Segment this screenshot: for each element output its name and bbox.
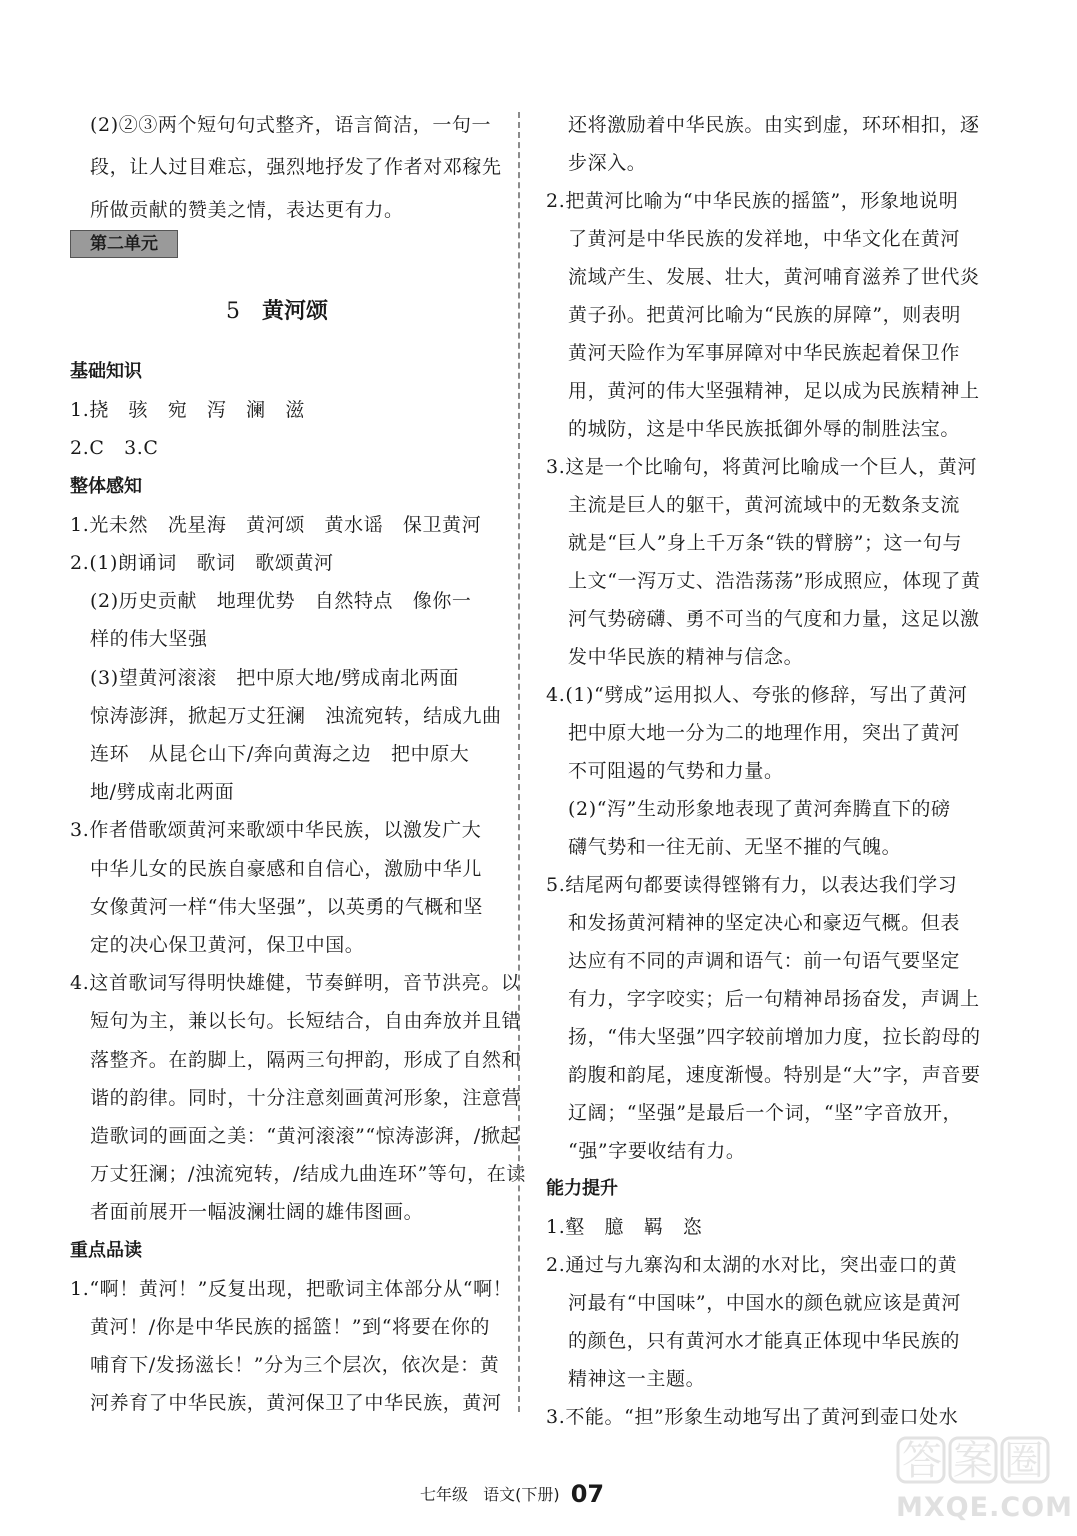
watermark-logo xyxy=(892,1432,1073,1524)
text-line: 3.不能。“担”形象生动地写出了黄河到壶口处水 xyxy=(546,1406,959,1428)
text-line: 2.把黄河比喻为“中华民族的摇篮”，形象地说明 xyxy=(546,190,959,212)
text-line: 还将激励着中华民族。由实到虚，环环相扣，逐 xyxy=(568,114,980,136)
footer-grade: 七年级 xyxy=(420,1485,469,1504)
page-number: 07 xyxy=(570,1480,605,1508)
text-line: 中华儿女的民族自豪感和自信心，激励中华儿 xyxy=(90,857,483,880)
text-line: 谐的韵律。同时，十分注意刻画黄河形象，注意营 xyxy=(90,1086,522,1109)
footer-subject: 语文(下册) xyxy=(483,1485,560,1504)
text-line: 女像黄河一样“伟大坚强”，以英勇的气概和坚 xyxy=(90,895,484,918)
text-line: 达应有不同的声调和语气：前一句语气要坚定 xyxy=(568,950,961,972)
text-line: 2.C 3.C xyxy=(70,437,159,460)
text-line: 流域产生、发展、壮大，黄河哺育滋养了世代炎 xyxy=(568,266,980,288)
text-line: 连环 从昆仑山下/奔向黄海之边 把中原大 xyxy=(90,743,470,765)
text-line: 4.(1)“劈成”运用拟人、夸张的修辞，写出了黄河 xyxy=(546,684,968,706)
text-line: 河养育了中华民族，黄河保卫了中华民族，黄河 xyxy=(90,1392,502,1415)
text-line: 扬，“伟大坚强”四字较前增加力度，拉长韵母的 xyxy=(568,1026,981,1048)
text-line: 主流是巨人的躯干，黄河流域中的无数条支流 xyxy=(568,494,961,516)
text-line: 不可阻遏的气势和力量。 xyxy=(568,760,784,782)
text-line: 定的决心保卫黄河，保卫中国。 xyxy=(90,934,365,956)
text-line: 有力，字字咬实；后一句精神昂扬奋发，声调上 xyxy=(568,988,980,1010)
text-line: 2.(1)朗诵词 歌词 歌颂黄河 xyxy=(70,552,334,574)
text-line: 的颜色，只有黄河水才能真正体现中华民族的 xyxy=(568,1330,961,1352)
text-line: 河气势磅礴、勇不可当的气度和力量，这足以激 xyxy=(568,608,980,630)
text-line: 1.光未然 冼星海 黄河颂 黄水谣 保卫黄河 xyxy=(70,513,482,536)
text-line: 用，黄河的伟大坚强精神，足以成为民族精神上 xyxy=(568,380,980,402)
lesson-title xyxy=(226,297,328,326)
text-line: 发中华民族的精神与信念。 xyxy=(568,646,804,668)
text-line: 把中原大地一分为二的地理作用，突出了黄河 xyxy=(568,722,961,744)
text-line: 短句为主，兼以长句。长短结合，自由奔放并且错 xyxy=(90,1010,522,1033)
text-line: 辽阔；“坚强”是最后一个词，“坚”字音放开， xyxy=(568,1102,963,1124)
text-line: (2)“泻”生动形象地表现了黄河奔腾直下的磅 xyxy=(568,798,951,820)
text-line: 1.挠 骇 宛 泻 澜 滋 xyxy=(70,399,305,422)
text-line: 了黄河是中华民族的发祥地，中华文化在黄河 xyxy=(568,228,961,250)
text-line: 2.通过与九寨沟和太湖的水对比，突出壶口的黄 xyxy=(546,1254,958,1276)
text-line: 礴气势和一往无前、无坚不摧的气魄。 xyxy=(568,836,902,858)
text-line: 步深入。 xyxy=(568,152,647,174)
text-line: 万丈狂澜；/浊流宛转，/结成九曲连环”等句，在读 xyxy=(90,1163,526,1186)
text-line: 造歌词的画面之美：“黄河滚滚”“惊涛澎湃，/掀起 xyxy=(90,1125,520,1147)
text-line: 的城防，这是中华民族抵御外辱的制胜法宝。 xyxy=(568,418,961,440)
watermark-url: MXQE.COM xyxy=(896,1492,1073,1523)
text-line: 1.“啊！黄河！”反复出现，把歌词主体部分从“啊！ xyxy=(70,1277,513,1300)
text-line: 精神这一主题。 xyxy=(568,1368,706,1390)
section-heading: 能力提升 xyxy=(546,1178,618,1199)
section-heading: 重点品读 xyxy=(70,1239,142,1261)
text-line: 河最有“中国味”，中国水的颜色就应该是黄河 xyxy=(568,1292,962,1314)
watermark-glyphs: 答案圈 xyxy=(902,1438,1055,1484)
text-line: 所做贡献的赞美之情，表达更有力。 xyxy=(90,198,404,221)
text-line: 就是“巨人”身上千万条“铁的臂膀”；这一句与 xyxy=(568,532,963,554)
lesson-number: 5 xyxy=(226,299,240,324)
text-line: 3.这是一个比喻句，将黄河比喻成一个巨人，黄河 xyxy=(546,456,977,478)
text-line: (3)望黄河滚滚 把中原大地/劈成南北两面 xyxy=(90,666,459,689)
unit-badge: 第二单元 xyxy=(70,230,178,258)
text-line: 黄子孙。把黄河比喻为“民族的屏障”，则表明 xyxy=(568,304,962,326)
text-line: 1.壑 臆 羁 恣 xyxy=(546,1216,703,1238)
text-line: 5.结尾两句都要读得铿锵有力，以表达我们学习 xyxy=(546,874,958,896)
lesson-name: 黄河颂 xyxy=(262,298,329,324)
section-heading: 基础知识 xyxy=(70,361,142,382)
text-line: 惊涛澎湃，掀起万丈狂澜 浊流宛转，结成九曲 xyxy=(90,704,502,727)
text-line: 落整齐。在韵脚上，隔两三句押韵，形成了自然和 xyxy=(90,1048,522,1071)
text-line: 4.这首歌词写得明快雄健，节奏鲜明，音节洪亮。以 xyxy=(70,972,521,995)
text-line: “强”字要收结有力。 xyxy=(568,1140,746,1162)
text-line: 3.作者借歌颂黄河来歌颂中华民族，以激发广大 xyxy=(70,819,482,842)
text-line: (2)历史贡献 地理优势 自然特点 像你一 xyxy=(90,590,472,613)
text-line: 和发扬黄河精神的坚定决心和豪迈气概。但表 xyxy=(568,912,961,934)
text-line: 黄河！/你是中华民族的摇篮！”到“将要在你的 xyxy=(90,1316,491,1338)
text-line: (2)②③两个短句句式整齐，语言简洁，一句一 xyxy=(90,114,492,136)
page-footer xyxy=(420,1482,604,1507)
text-line: 哺育下/发扬滋长！”分为三个层次，依次是：黄 xyxy=(90,1354,500,1377)
text-line: 段，让人过目难忘，强烈地抒发了作者对邓稼先 xyxy=(90,156,502,179)
text-line: 黄河天险作为军事屏障对中华民族起着保卫作 xyxy=(568,342,961,364)
text-line: 样的伟大坚强 xyxy=(90,628,208,651)
text-line: 地/劈成南北两面 xyxy=(90,781,235,804)
text-line: 韵腹和韵尾，速度渐慢。特别是“大”字，声音要 xyxy=(568,1064,981,1086)
text-line: 者面前展开一幅波澜壮阔的雄伟图画。 xyxy=(90,1201,424,1224)
column-divider xyxy=(518,112,520,1412)
section-heading: 整体感知 xyxy=(70,475,142,497)
text-line: 上文“一泻万丈、浩浩荡荡”形成照应，体现了黄 xyxy=(568,570,981,592)
